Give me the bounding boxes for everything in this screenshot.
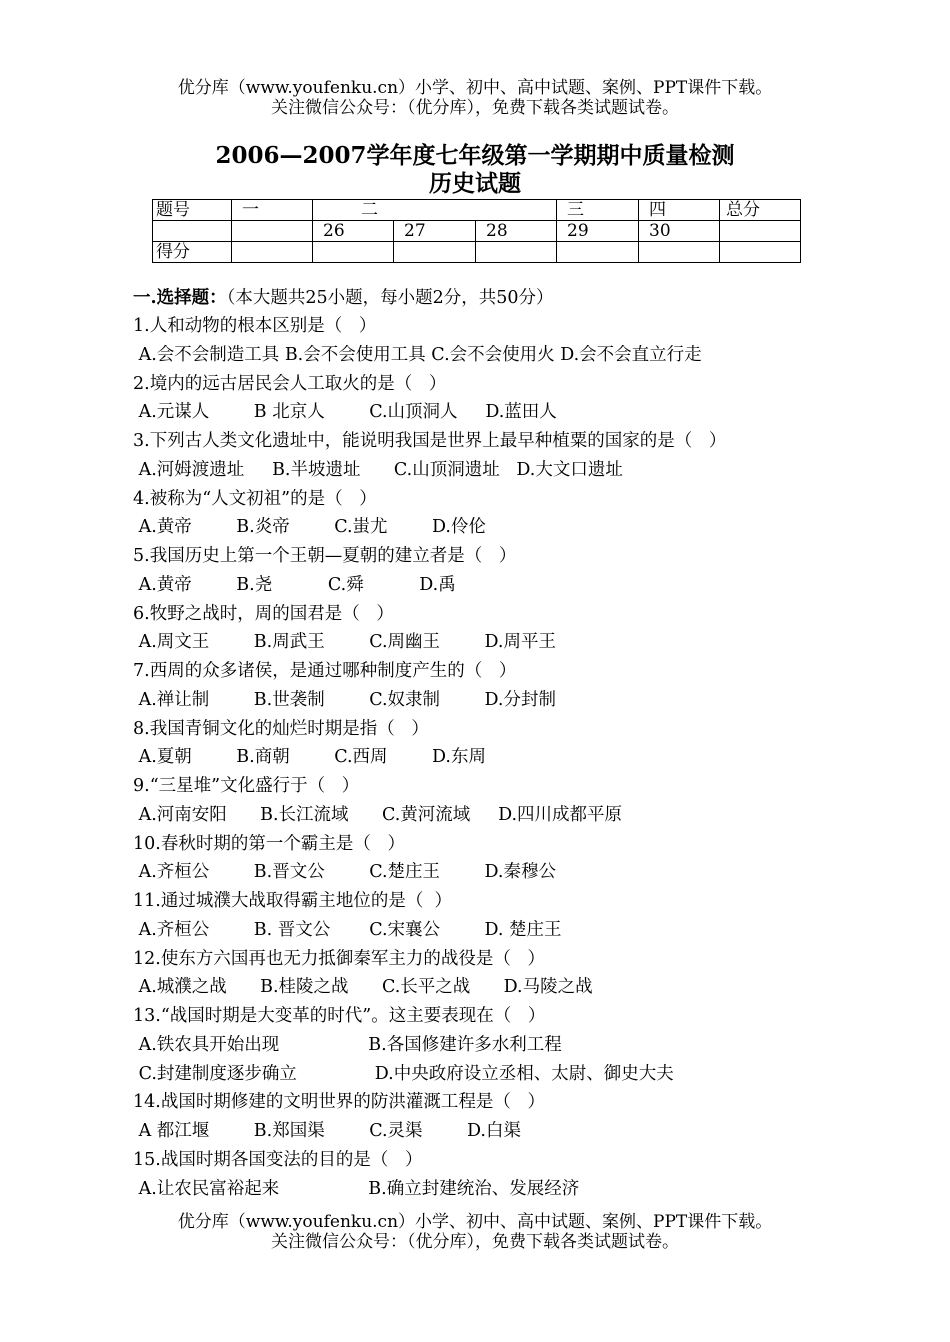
table-row xyxy=(153,242,801,263)
question-text: 14.战国时期修建的文明世界的防洪灌溉工程是（ ） xyxy=(133,1092,546,1113)
answer-options: A.城濮之战 B.桂陵之战 C.长平之战 D.马陵之战 xyxy=(133,977,593,998)
question-text: 6.牧野之战时，周的国君是（ ） xyxy=(133,603,394,624)
exam-subtitle: 历史试题 xyxy=(429,170,521,197)
table-cell xyxy=(313,242,394,263)
table-cell: 28 xyxy=(476,221,557,242)
answer-options: A.齐桓公 B.晋文公 C.楚庄王 D.秦穆公 xyxy=(133,862,556,883)
table-cell: 题号 xyxy=(153,200,232,221)
answer-options: A.元谋人 B 北京人 C.山顶洞人 D.蓝田人 xyxy=(133,402,557,423)
answer-options: A.黄帝 B.尧 C.舜 D.禹 xyxy=(133,574,456,595)
section-heading xyxy=(133,286,554,310)
exam-title: 2006—2007学年度七年级第一学期期中质量检测 xyxy=(215,142,735,169)
section-title: 一.选择题： xyxy=(133,288,227,308)
answer-options: A.会不会制造工具 B.会不会使用工具 C.会不会使用火 D.会不会直立行走 xyxy=(133,344,702,365)
table-cell xyxy=(639,242,720,263)
question-text: 5.我国历史上第一个王朝—夏朝的建立者是（ ） xyxy=(133,546,517,566)
table-cell: 总分 xyxy=(720,200,801,221)
question-text: 2.境内的远古居民会人工取火的是（ ） xyxy=(133,373,447,394)
table-cell xyxy=(232,242,313,263)
table-cell: 二 xyxy=(313,200,557,221)
table-cell: 四 xyxy=(639,200,720,221)
table-cell: 三 xyxy=(557,200,639,221)
header-line-1: 优分库（www.youfenku.cn）小学、初中、高中试题、案例、PPT课件下载。 xyxy=(177,78,773,98)
table-cell xyxy=(720,221,801,242)
table-cell: 27 xyxy=(394,221,476,242)
table-cell: 26 xyxy=(313,221,394,242)
table-cell xyxy=(476,242,557,263)
answer-options: A.夏朝 B.商朝 C.西周 D.东周 xyxy=(133,747,486,768)
answer-options: A.河南安阳 B.长江流域 C.黄河流域 D.四川成都平原 xyxy=(133,804,623,825)
table-cell: 29 xyxy=(557,221,639,242)
question-text: 1.人和动物的根本区别是（ ） xyxy=(133,316,377,336)
table-row xyxy=(153,221,801,242)
question-text: 8.我国青铜文化的灿烂时期是指（ ） xyxy=(133,718,429,739)
table-cell xyxy=(394,242,476,263)
table-cell: 一 xyxy=(232,200,313,221)
header-line-2: 关注微信公众号：（优分库），免费下载各类试题试卷。 xyxy=(271,98,679,118)
answer-options: A.黄帝 B.炎帝 C.蚩尤 D.伶伦 xyxy=(133,517,486,538)
answer-options: A.让农民富裕起来 B.确立封建统治、发展经济 xyxy=(133,1178,580,1199)
question-text: 11.通过城濮大战取得霸主地位的是（ ） xyxy=(133,891,452,911)
table-cell xyxy=(232,221,313,242)
question-text: 12.使东方六国再也无力抵御秦军主力的战役是（ ） xyxy=(133,948,546,969)
answer-options: A.齐桓公 B. 晋文公 C.宋襄公 D. 楚庄王 xyxy=(133,919,562,940)
footer-line-1: 优分库（www.youfenku.cn）小学、初中、高中试题、案例、PPT课件下载。 xyxy=(177,1212,773,1232)
question-text: 4.被称为“人文初祖”的是（ ） xyxy=(133,488,377,509)
question-text: 13.“战国时期是大变革的时代”。这主要表现在（ ） xyxy=(133,1006,546,1026)
section-note: （本大题共25小题，每小题2分，共50分） xyxy=(226,288,554,308)
answer-options: A.铁农具开始出现 B.各国修建许多水利工程 xyxy=(133,1034,562,1055)
answer-options: A 都江堰 B.郑国渠 C.灵渠 D.白渠 xyxy=(133,1121,521,1141)
table-row xyxy=(153,200,801,221)
question-text: 3.下列古人类文化遗址中，能说明我国是世界上最早种植粟的国家的是（ ） xyxy=(133,431,727,451)
table-cell: 得分 xyxy=(153,242,232,263)
table-cell xyxy=(720,242,801,263)
answer-options: A.河姆渡遗址 B.半坡遗址 C.山顶洞遗址 D.大文口遗址 xyxy=(133,459,623,480)
table-cell xyxy=(153,221,232,242)
answer-options: C.封建制度逐步确立 D.中央政府设立丞相、太尉、御史大夫 xyxy=(133,1063,674,1084)
answer-options: A.周文王 B.周武王 C.周幽王 D.周平王 xyxy=(133,632,556,653)
answer-options: A.禅让制 B.世袭制 C.奴隶制 D.分封制 xyxy=(133,689,556,710)
question-text: 15.战国时期各国变法的目的是（ ） xyxy=(133,1149,423,1170)
table-cell xyxy=(557,242,639,263)
footer-line-2: 关注微信公众号：（优分库），免费下载各类试题试卷。 xyxy=(271,1232,679,1252)
table-cell: 30 xyxy=(639,221,720,242)
question-text: 9.“三星堆”文化盛行于（ ） xyxy=(133,776,360,796)
question-text: 7.西周的众多诸侯，是通过哪种制度产生的（ ） xyxy=(133,661,517,681)
question-text: 10.春秋时期的第一个霸主是（ ） xyxy=(133,833,406,854)
score-table xyxy=(152,199,801,263)
